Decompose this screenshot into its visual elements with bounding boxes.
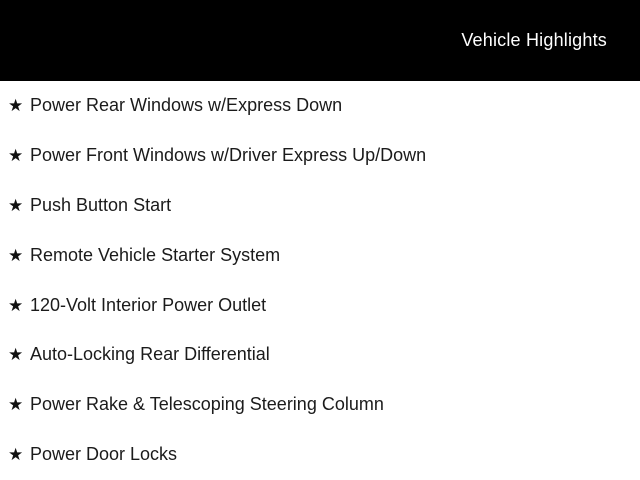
star-icon: ★: [8, 295, 24, 315]
highlight-label: Power Rake & Telescoping Steering Column: [30, 394, 384, 415]
list-item: [0, 280, 640, 330]
highlight-label: Auto-Locking Rear Differential: [30, 344, 270, 365]
list-item: [0, 230, 640, 280]
list-item: [0, 81, 640, 131]
header-bar: [0, 0, 640, 81]
list-item: [0, 330, 640, 380]
list-item: [0, 380, 640, 430]
star-icon: ★: [8, 195, 24, 215]
star-icon: ★: [8, 444, 24, 464]
star-icon: ★: [8, 146, 24, 166]
highlight-label: 120-Volt Interior Power Outlet: [30, 294, 267, 315]
page-title: Vehicle Highlights: [461, 30, 607, 50]
highlight-label: Power Rear Windows w/Express Down: [30, 95, 343, 116]
list-item: [0, 430, 640, 480]
highlight-label: Power Door Locks: [30, 443, 178, 464]
highlights-list: [0, 81, 640, 480]
highlight-label: Remote Vehicle Starter System: [30, 244, 281, 265]
list-item: [0, 181, 640, 231]
highlight-label: Push Button Start: [30, 194, 172, 215]
star-icon: ★: [8, 245, 24, 265]
list-item: [0, 131, 640, 181]
star-icon: ★: [8, 345, 24, 365]
star-icon: ★: [8, 96, 24, 116]
highlight-label: Power Front Windows w/Driver Express Up/Down: [30, 145, 427, 166]
star-icon: ★: [8, 395, 24, 415]
